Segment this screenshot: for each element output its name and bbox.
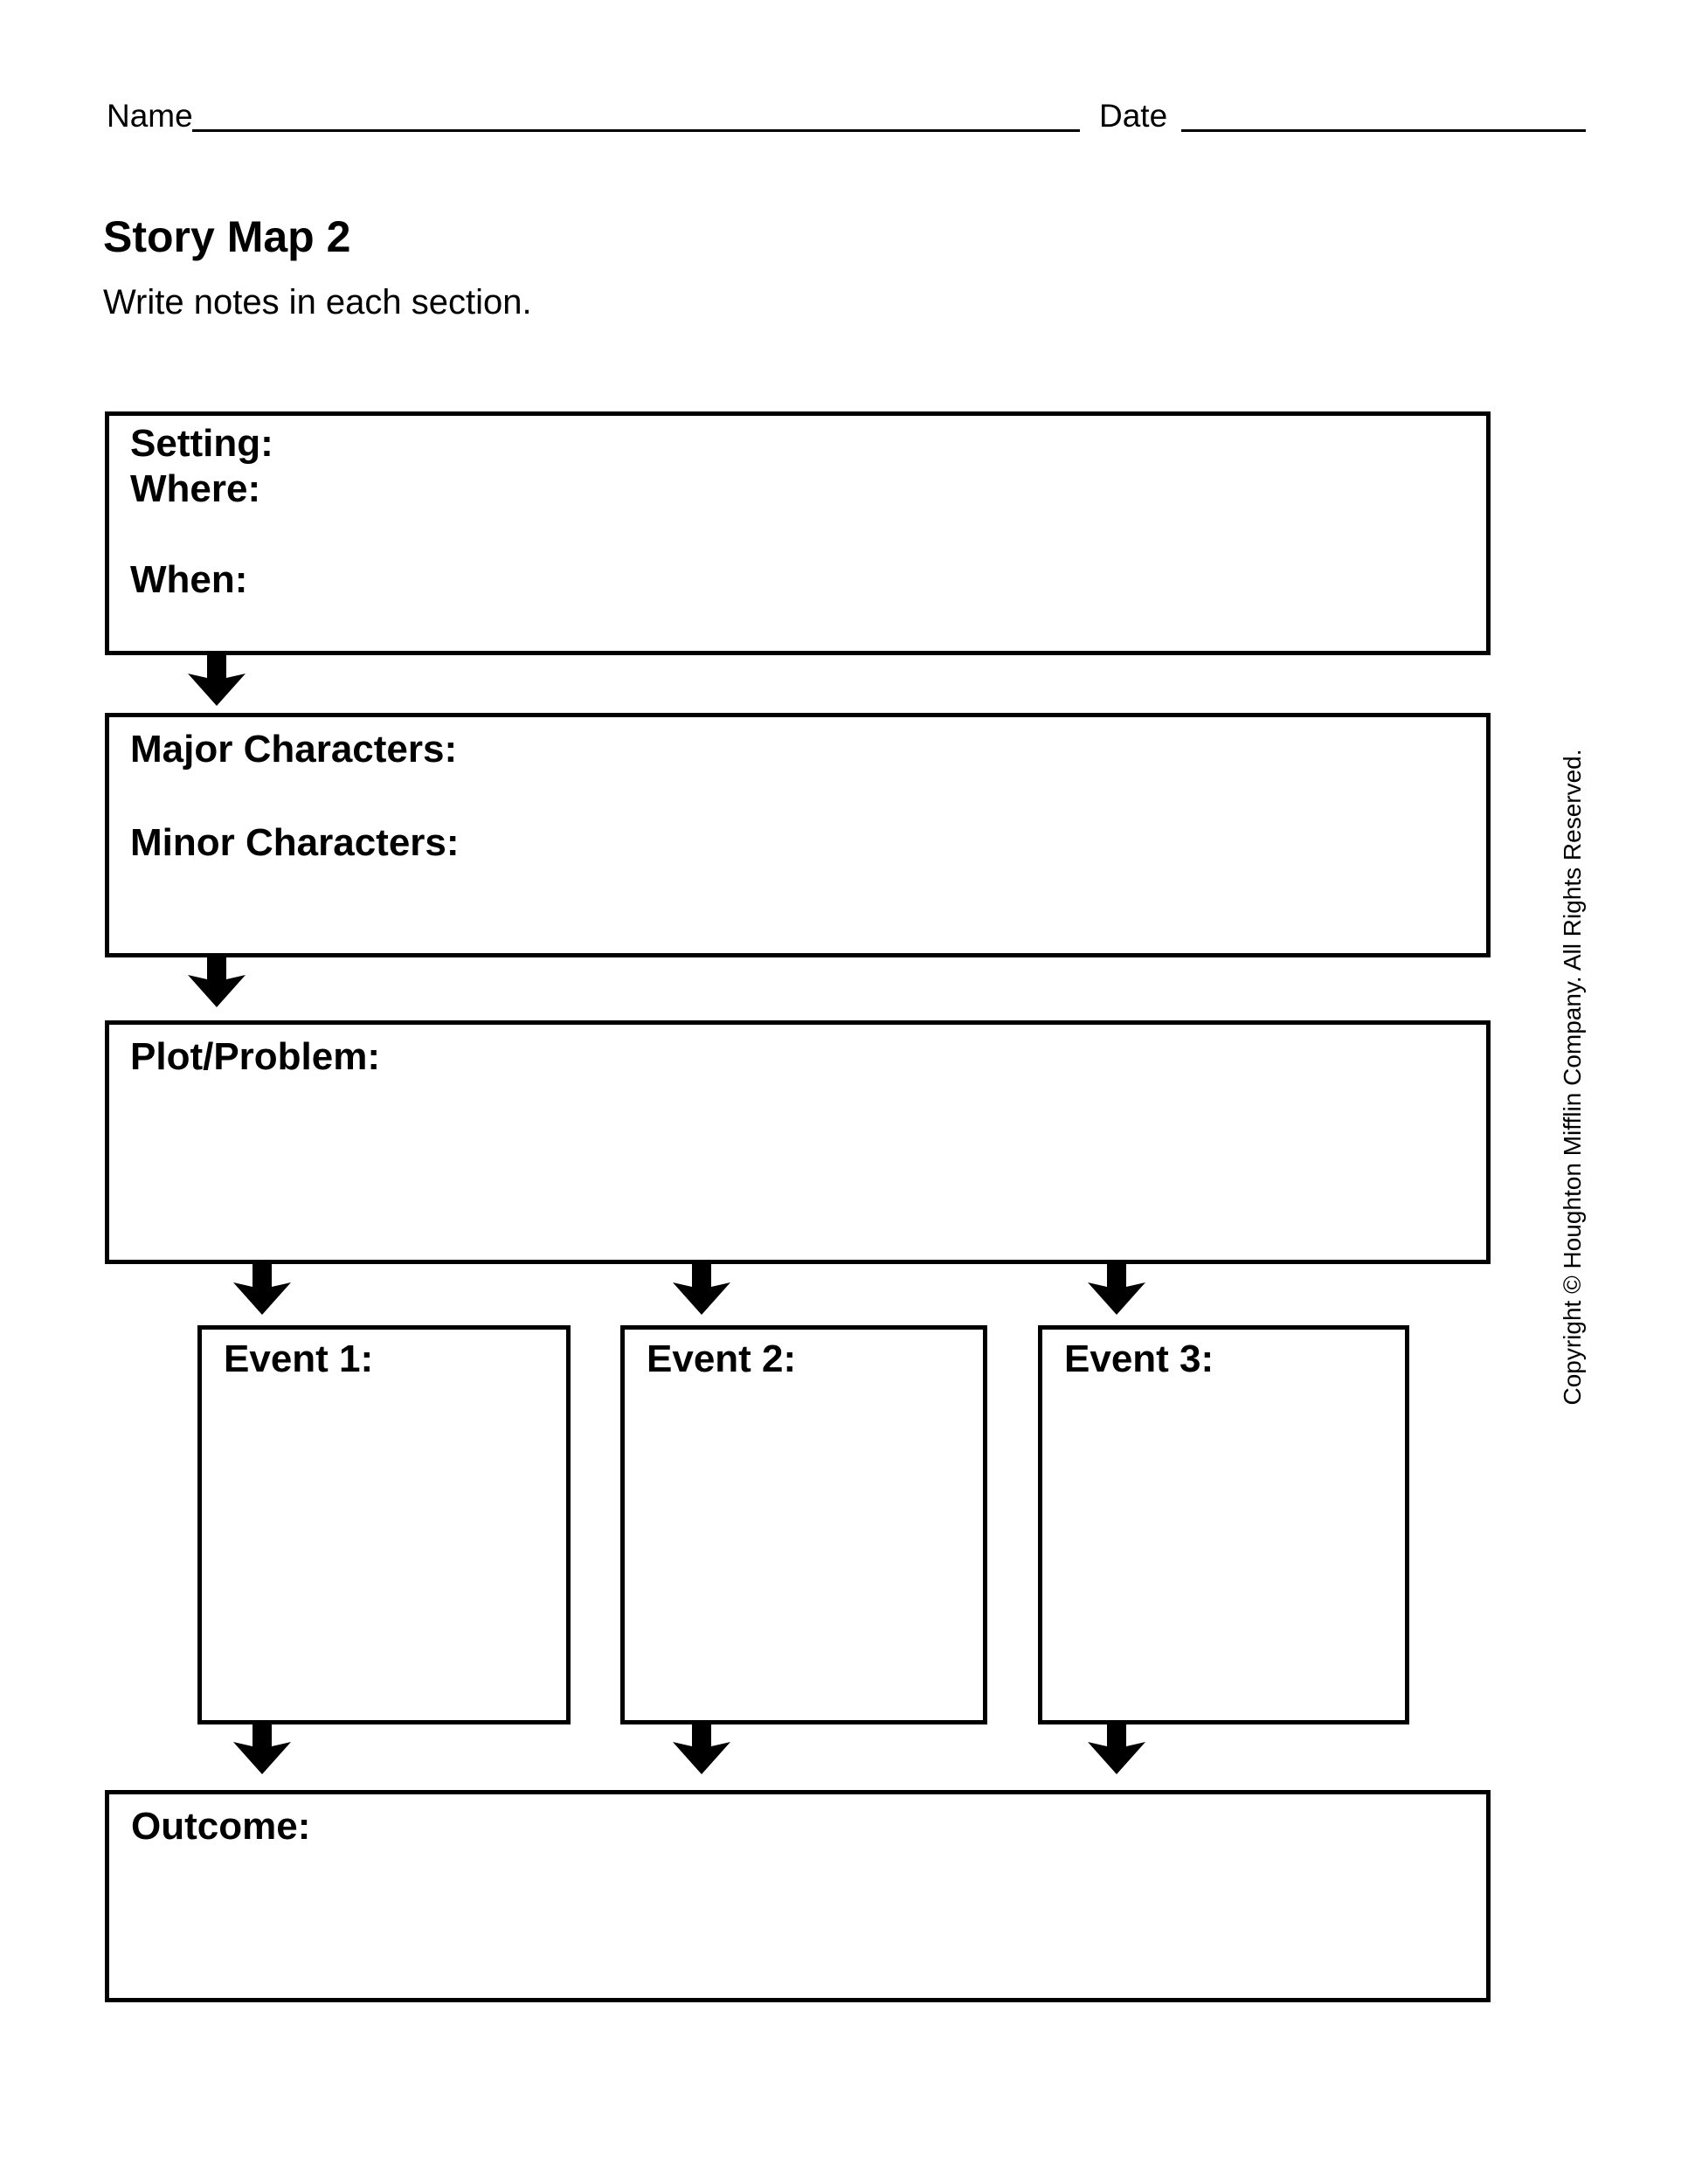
- name-input-line[interactable]: [192, 91, 1080, 132]
- event-3-label: Event 3:: [1064, 1337, 1214, 1380]
- characters-notes-area[interactable]: [114, 892, 1482, 949]
- date-input-line[interactable]: [1181, 91, 1586, 132]
- down-arrow-icon: [673, 1720, 730, 1774]
- event-3-notes-area[interactable]: [1047, 1400, 1401, 1716]
- instructions-text: Write notes in each section.: [103, 283, 532, 321]
- characters-box[interactable]: [105, 713, 1491, 957]
- event-1-box[interactable]: [197, 1325, 571, 1724]
- setting-notes-area[interactable]: [114, 604, 1482, 646]
- plot-problem-label: Plot/Problem:: [130, 1035, 381, 1078]
- event-2-label: Event 2:: [647, 1337, 797, 1380]
- down-arrow-icon: [188, 953, 246, 1007]
- down-arrow-icon: [233, 1720, 291, 1774]
- setting-box[interactable]: [105, 411, 1491, 655]
- down-arrow-icon: [233, 1261, 291, 1315]
- outcome-label: Outcome:: [131, 1805, 311, 1848]
- setting-label: Setting:: [130, 422, 273, 465]
- date-label: Date: [1099, 98, 1168, 134]
- when-label: When:: [130, 558, 248, 601]
- down-arrow-icon: [188, 652, 246, 706]
- outcome-notes-area[interactable]: [114, 1869, 1482, 1994]
- minor-characters-label: Minor Characters:: [130, 821, 460, 864]
- event-3-box[interactable]: [1038, 1325, 1409, 1724]
- outcome-box[interactable]: [105, 1790, 1491, 2002]
- page-title: Story Map 2: [103, 212, 351, 261]
- major-characters-label: Major Characters:: [130, 728, 458, 771]
- event-1-notes-area[interactable]: [206, 1400, 562, 1716]
- plot-problem-box[interactable]: [105, 1020, 1491, 1264]
- plot-notes-area[interactable]: [114, 1099, 1482, 1255]
- copyright-text: Copyright © Houghton Mifflin Company. All Rights Reserved.: [1559, 749, 1586, 1406]
- event-1-label: Event 1:: [224, 1337, 374, 1380]
- down-arrow-icon: [673, 1261, 730, 1315]
- name-label: Name: [107, 98, 193, 134]
- event-2-box[interactable]: [620, 1325, 987, 1724]
- down-arrow-icon: [1088, 1720, 1145, 1774]
- where-label: Where:: [130, 467, 261, 510]
- event-2-notes-area[interactable]: [629, 1400, 979, 1716]
- down-arrow-icon: [1088, 1261, 1145, 1315]
- setting-blank-line: [130, 512, 1465, 557]
